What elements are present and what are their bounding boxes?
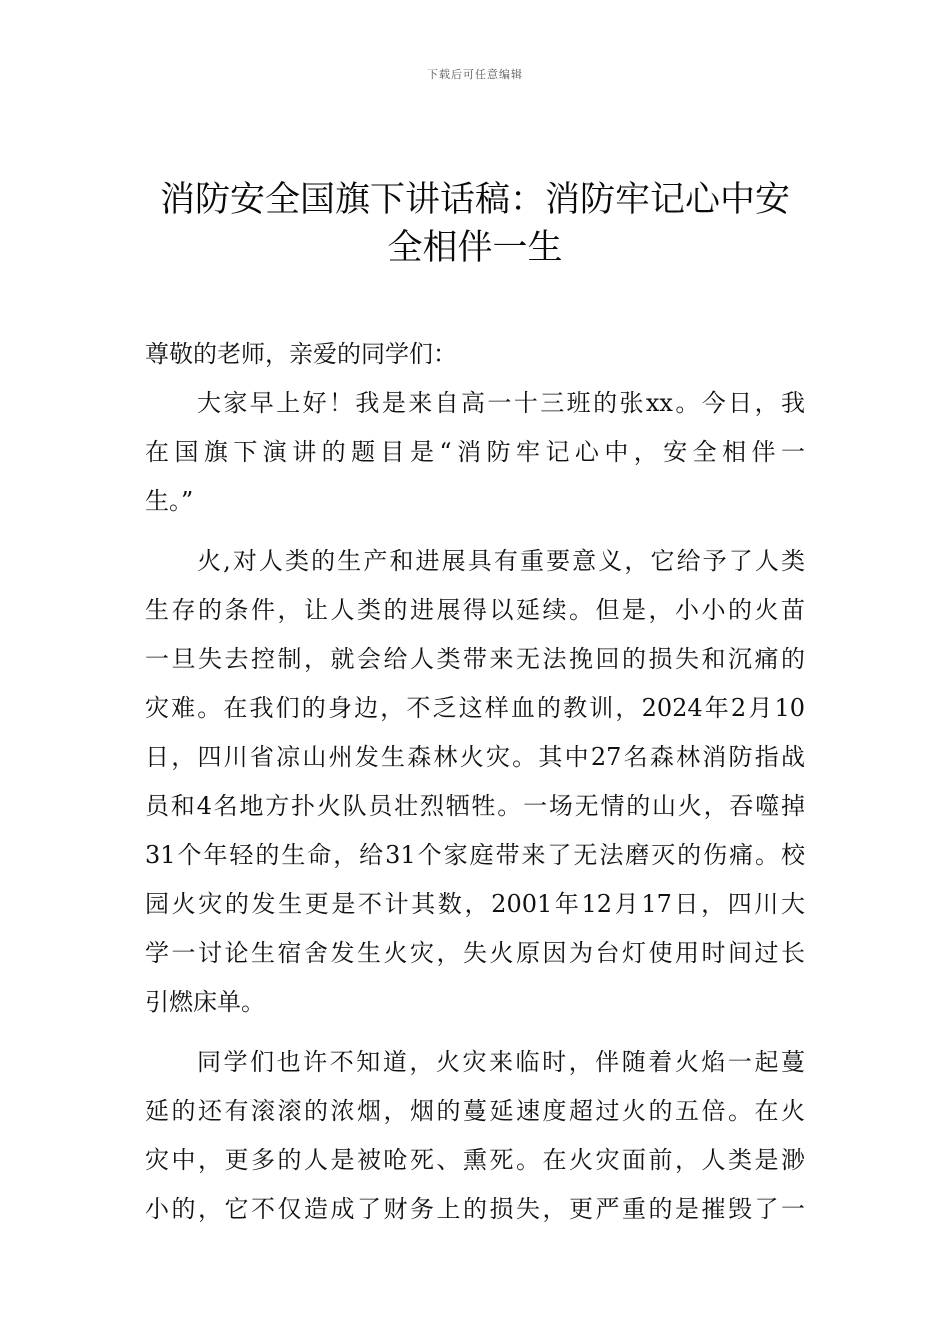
paragraph-2 <box>145 537 805 1027</box>
paragraph-line: 一旦失去控制，就会给人类带来无法挽回的损失和沉痛的 <box>145 645 805 673</box>
paragraph-3 <box>145 1038 805 1234</box>
paragraph-line: 灾难。在我们的身边，不乏这样血的教训，2024年2月10 <box>145 694 805 722</box>
header-note: 下载后可任意编辑 <box>427 68 523 81</box>
document-title <box>145 176 805 272</box>
title-line-1: 消防安全国旗下讲话稿：消防牢记心中安 <box>159 180 790 220</box>
salutation: 尊敬的老师，亲爱的同学们： <box>145 340 457 368</box>
paragraph-line: 园火灾的发生更是不计其数，2001年12月17日，四川大 <box>145 890 805 918</box>
title-line-2: 全相伴一生 <box>387 228 563 268</box>
paragraph-line: 同学们也许不知道，火灾来临时，伴随着火焰一起蔓 <box>197 1048 805 1076</box>
paragraph-line: 火,对人类的生产和进展具有重要意义，它给予了人类 <box>197 547 805 575</box>
paragraph-line: 小的，它不仅造成了财务上的损失，更严重的是摧毁了一 <box>145 1195 805 1223</box>
paragraph-line: 日，四川省凉山州发生森林火灾。其中27名森林消防指战 <box>145 743 805 771</box>
paragraph-line: 31个年轻的生命，给31个家庭带来了无法磨灭的伤痛。校 <box>145 841 805 869</box>
paragraph-1 <box>145 379 805 526</box>
paragraph-line: 灾中，更多的人是被呛死、熏死。在火灾面前，人类是渺 <box>145 1146 805 1174</box>
paragraph-line: 在国旗下演讲的题目是“消防牢记心中，安全相伴一 <box>145 438 805 466</box>
paragraph-line: 延的还有滚滚的浓烟，烟的蔓延速度超过火的五倍。在火 <box>145 1097 805 1125</box>
paragraph-line: 生。” <box>145 487 194 515</box>
paragraph-line: 引燃床单。 <box>145 988 265 1016</box>
paragraph-line: 学一讨论生宿舍发生火灾，失火原因为台灯使用时间过长 <box>145 939 805 967</box>
paragraph-line: 大家早上好！我是来自高一十三班的张xx。今日，我 <box>197 389 805 417</box>
speech-body <box>145 330 805 1234</box>
paragraph-line: 生存的条件，让人类的进展得以延续。但是，小小的火苗 <box>145 596 805 624</box>
paragraph-line: 员和4名地方扑火队员壮烈牺牲。一场无情的山火，吞噬掉 <box>145 792 805 820</box>
